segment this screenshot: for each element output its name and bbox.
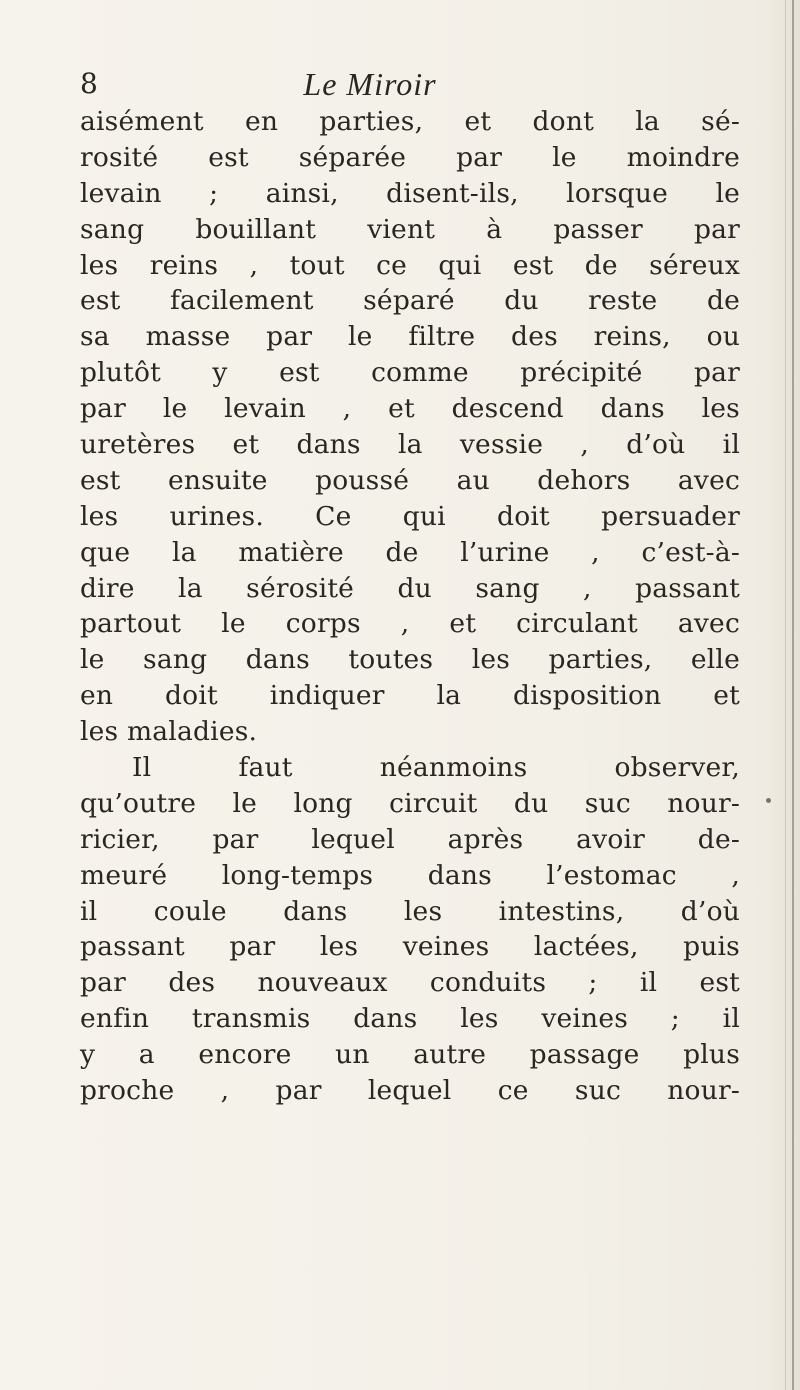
text-line: partout le corps , et circulant avec [80, 608, 740, 640]
text-line: passant par les veines lactées, puis [80, 931, 740, 963]
page-number: 8 [80, 67, 98, 100]
text-line: est facilement séparé du reste de [80, 285, 740, 317]
text-line: par des nouveaux conduits ; il est [80, 967, 740, 999]
text-line: il coule dans les intestins, d’où [80, 895, 740, 927]
paragraph-start-line: Il faut néanmoins observer, [132, 752, 740, 784]
paragraph-end-line: les maladies. [80, 716, 258, 748]
text-line: levain ; ainsi, disent-ils, lorsque le [80, 177, 740, 209]
text-line: est ensuite poussé au dehors avec [80, 464, 740, 496]
body-text [80, 104, 740, 1109]
text-line: en doit indiquer la disposition et [80, 680, 740, 712]
text-line: les urines. Ce qui doit persuader [80, 500, 740, 532]
text-line: aisément en parties, et dont la sé- [80, 106, 740, 137]
text-line: uretères et dans la vessie , d’où il [80, 429, 740, 461]
text-line: meuré long-temps dans l’estomac , [80, 859, 740, 891]
text-line: les reins , tout ce qui est de séreux [80, 249, 740, 281]
text-line: par le levain , et descend dans les [80, 393, 740, 425]
text-line: dire la sérosité du sang , passant [80, 572, 740, 604]
text-line: enfin transmis dans les veines ; il [80, 1003, 740, 1035]
page-edge-shadow [792, 0, 794, 1390]
text-line: le sang dans toutes les parties, elle [80, 644, 740, 676]
text-line: rosité est séparée par le moindre [80, 141, 740, 173]
text-line: qu’outre le long circuit du suc nour- [80, 787, 740, 819]
page-header [80, 66, 760, 106]
margin-speck [766, 798, 771, 803]
text-line: proche , par lequel ce suc nour- [80, 1075, 740, 1107]
text-line: sa masse par le filtre des reins, ou [80, 321, 740, 353]
text-line: plutôt y est comme précipité par [80, 357, 740, 389]
text-line: sang bouillant vient à passer par [80, 213, 740, 245]
text-line: y a encore un autre passage plus [80, 1039, 740, 1071]
text-line: ricier, par lequel après avoir de- [80, 823, 740, 855]
page-edge-line [785, 0, 786, 1390]
running-title: Le Miroir [303, 66, 437, 102]
text-line: que la matière de l’urine , c’est-à- [80, 536, 740, 568]
